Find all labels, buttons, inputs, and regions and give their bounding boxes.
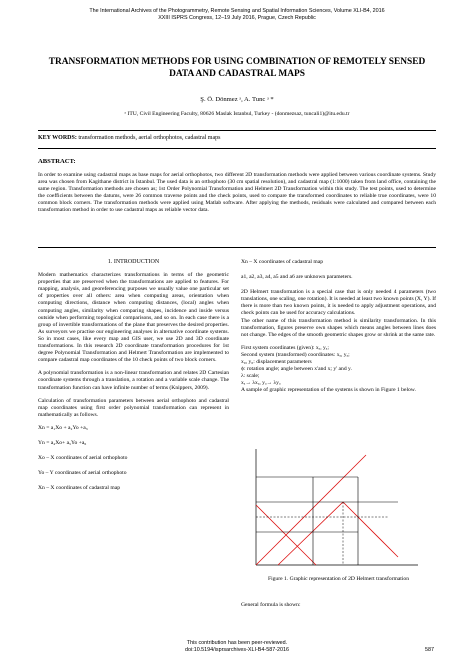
intro-paragraph-2: A polynomial transformation is a non-linear transformation and relates 2D Cartesian coordinate systems through a translation, a rotation and a variable scale change. The transformation function can have infinite number of terms (Knippers, 2009). [38, 370, 229, 391]
symbol-list-item: First system coordinates (given): xₐ, yₐ; [241, 344, 329, 351]
abstract-divider [38, 247, 436, 248]
equation-xn: Xn = a₁Xo + a₂Yo +a₃ [38, 424, 88, 431]
rotated-x-axis [256, 455, 366, 565]
unknown-parameters: a1, a2, a3, a4, a5 and a6 are unknown parameters. [241, 274, 353, 281]
footer-doi: doi:10.5194/isprsarchives-XLI-B4-587-2016 [185, 647, 289, 653]
symbol-list-item: λ: scale; [241, 373, 260, 380]
section-heading-introduction: 1. INTRODUCTION [107, 259, 160, 265]
helmert-paragraph-1: 2D Helmert transformation is a special case that is only needed 4 parameters (two translations, one scaling, one rotation). It is needed at least two known points (X, Y). If there is more than two known points, it is needed to apply adjustment operations, and check points can be used for accuracy calculations. [241, 289, 436, 317]
abstract-heading: ABSTRACT: [38, 158, 76, 165]
symbol-list-item: xₐ→ λxₐ, yₐ→ λyₐ [241, 380, 281, 387]
equation-yn: Yn = a₄Xo+ a₅Yo +a₆ [38, 439, 87, 446]
definition-xo: Xo – X coordinates of aerial orthophoto [38, 455, 128, 462]
intro-paragraph-3: Calculation of transformation parameters between aerial orthophoto and cadastral map coordinates using first order polynomial transformation can represent in mathematically as follows. [38, 397, 229, 418]
keywords-divider [38, 148, 436, 149]
paper-title: TRANSFORMATION METHODS FOR USING COMBINATION OF REMOTELY SENSED DATA AND CADASTRAL MAPS [48, 57, 426, 79]
intro-paragraph-1: Modern mathematics characterizes transformations in terms of the geometric properties that are preserved when the transformations are applied to features. For mapping, analysis, and georeferencing purposes we usually value one particular set of properties over all others: area when computing areas, orientation when computing directions, distance when computing distances, (local) angles when computing angles, similarity when comparing shapes, incidence and inside versus outside when performing topological comparisons, and so on. In each case there is a group of invertible transformations of the plane that preserves the desired properties. As surveyors we practise our engineering analyses in alternative coordinate systems. So in most cases, like every map and GIS user, we use 2D and 3D coordinate transformations. In this research 2D coordinate transformation procedures for 1st degree Polynomial Transformation and Helmert Transformation are implemented to compare cadastral map coordinates of the 10 check points of two block corners. [38, 272, 229, 364]
definition-xn: Xn – X coordinates of cadastral map [38, 485, 121, 492]
helmert-diagram [248, 447, 424, 567]
running-header [0, 8, 474, 22]
general-formula-intro: General formula is shown: [241, 602, 301, 608]
definition-yo: Yo – Y coordinates of aerial orthophoto [38, 470, 127, 477]
header-line-2: XXIII ISPRS Congress, 12–19 July 2016, Prague, Czech Republic [158, 15, 316, 21]
top-divider [38, 130, 436, 131]
page-footer [0, 640, 474, 654]
definition-xn-cont: Xn – X coordinates of cadastral map [241, 259, 324, 265]
authors: Ş. Ö. Dönmez ᵃ, A. Tunc ᵃ * [200, 96, 274, 103]
keywords-label: KEY WORDS: [38, 135, 77, 141]
figure-reference-paragraph: A sample of graphic representation of the systems is shown in Figure 1 below. [241, 387, 416, 394]
keywords [38, 135, 220, 141]
affiliation: ᵃ ITU, Civil Engineering Faculty, 80626 Maslak Istanbul, Turkey - (donmezsaz, tuncali1)@itu.edu.tr [124, 111, 350, 117]
figure-caption: Figure 1. Graphic representation of 2D Helmert transformation [267, 576, 410, 582]
keywords-text: transformation methods, aerial orthophotos, cadastral maps [78, 135, 221, 141]
right-column [241, 259, 436, 401]
symbol-list-item: Second system (transformed) coordinates: xₐ, yₐ; [241, 351, 350, 358]
footer-peer-review: This contribution has been peer-reviewed. [186, 640, 288, 646]
abstract-text: In order to examine using cadastral maps as base maps for aerial orthophotos, two different 2D transformation methods were applied between various coordinate systems. Study area was chosen from Kagithane district in Istanbul. The used data is an orthophoto (30 cm spatial resolution), and cadastral map (1:1000) taken from land office, containing the same region. Transformation methods are chosen as; 1st Order Polynomial Transformation and Helmert 2D Transformation within this study. The test points, used to determine the coefficients between the datums, were 26 common traverse points and the check points, used to compare the transformed coordinates to reliable true coordinates, were 10 common block corners. The transformation methods were applied using Matlab software. After applying the methods, residuals were calculated and compared between each transformation method in order to use cadastral maps as reliable vector data. [38, 172, 436, 214]
left-column [38, 259, 229, 500]
page-number: 587 [425, 647, 434, 653]
helmert-paragraph-2: The other name of this transformation method is similarity transformation. In this transformation, figures preserve own shapes which means angles between lines does not change. The edges of the smooth geometric shapes grow or shrink at the same rate. [241, 317, 436, 338]
symbol-list [241, 345, 436, 388]
header-line-1: The International Archives of the Photogrammetry, Remote Sensing and Spatial Information Sciences, Volume XLI-B4, 2016 [89, 8, 385, 14]
symbol-list-item: x₀, y₀: displacement parameters [241, 359, 312, 366]
symbol-list-item: ϕ: rotation angle; angle between x'and x; y' and y. [241, 366, 352, 373]
